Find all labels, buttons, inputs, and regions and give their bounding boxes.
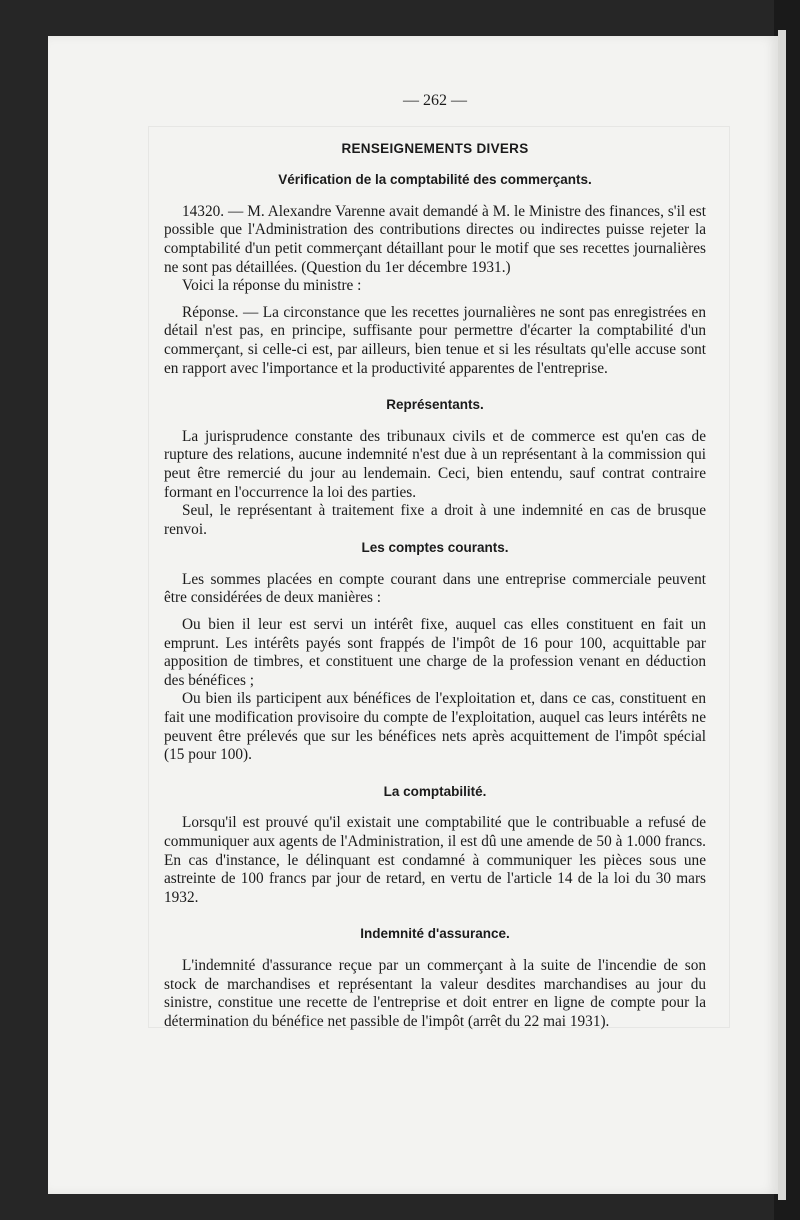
paragraph: L'indemnité d'assurance reçue par un commerçant à la suite de l'incendie de son stock de marchandises et représentant la valeur desdites marchandises au jour du sinistre, constitue une recette de l'entreprise et doit entrer en ligne de compte pour la détermination du bénéfice net passible de l'impôt (arrêt du 22 mai 1931). [164, 956, 706, 1030]
section-title-assurance: Indemnité d'assurance. [360, 926, 510, 942]
page-number: — 262 — [403, 92, 467, 109]
section-title-comptabilite: La comptabilité. [383, 783, 487, 799]
paragraph: Réponse. — La circonstance que les recettes journalières ne sont pas enregistrées en détail n'est pas, en principe, suffisante pour permettre d'écarter la comptabilité d'un commerçant, si celle-ci est, par ailleurs, bien tenue et si les résultats qu'elle accuse sont en rapport avec l'importance et la productivité apparentes de l'entreprise. [164, 303, 706, 377]
paragraph: Ou bien il leur est servi un intérêt fixe, auquel cas elles constituent en fait un emprunt. Les intérêts payés sont frappés de l'impôt de 16 pour 100, acquittable par apposition de timbres, et constituent une charge de la profession venant en déduction des bénéfices ; [164, 616, 706, 689]
section-title-verification: Vérification de la comptabilité des commerçants. [278, 172, 592, 188]
paragraph: 14320. — M. Alexandre Varenne avait demandé à M. le Ministre des finances, s'il est possible que l'Administration des contributions directes ou indirectes puisse rejeter la comptabilité d'un petit commerçant détaillant pour le motif que ses recettes journalières ne sont pas détaillées. (Question du 1er décembre 1931.) [164, 202, 706, 276]
page-header: RENSEIGNEMENTS DIVERS [341, 140, 529, 156]
paragraph: Seul, le représentant à traitement fixe a droit à une indemnité en cas de brusque renvoi. [164, 502, 706, 538]
page-content [164, 92, 706, 1031]
paragraph: Lorsqu'il est prouvé qu'il existait une comptabilité que le contribuable a refusé de communiquer aux agents de l'Administration, il est dû une amende de 50 à 1.000 francs. En cas d'instance, le délinquant est condamné à communiquer les pièces sous une astreinte de 100 francs par jour de retard, en vertu de l'article 14 de la loi du 30 mars 1932. [164, 814, 706, 906]
paragraph: Les sommes placées en compte courant dans une entreprise commerciale peuvent être considérées de deux manières : [164, 570, 706, 607]
section-title-representants: Représentants. [386, 397, 484, 413]
section-title-comptes-courants: Les comptes courants. [361, 540, 509, 556]
page-edge [778, 30, 786, 1200]
paragraph: Voici la réponse du ministre : [182, 277, 362, 295]
paragraph: La jurisprudence constante des tribunaux civils et de commerce est qu'en cas de rupture des relations, aucune indemnité n'est due à un représentant à la commission qui peut être remercié du jour au lendemain. Ceci, bien entendu, sauf contrat contraire formant en l'occurrence la loi des parties. [164, 427, 706, 501]
paragraph: Ou bien ils participent aux bénéfices de l'exploitation et, dans ce cas, constituent en fait une modification provisoire du compte de l'exploitation, auquel cas leurs intérêts ne peuvent être prélevés que sur les bénéfices nets après acquittement de l'impôt spécial (15 pour 100). [164, 690, 706, 764]
